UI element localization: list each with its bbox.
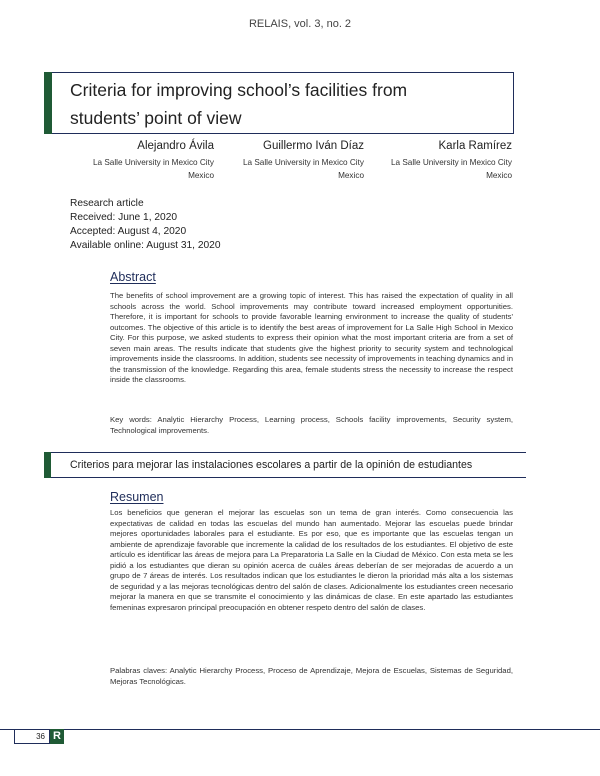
author-affiliation: La Salle University in Mexico City — [242, 158, 364, 167]
journal-header: RELAIS, vol. 3, no. 2 — [248, 18, 352, 30]
resumen-keywords: Palabras claves: Analytic Hierarchy Process, Proceso de Aprendizaje, Mejora de Escuelas, Sistemas de Seguridad, Mejoras Tecnológicas. — [110, 666, 513, 686]
abstract-heading: Abstract — [110, 270, 156, 284]
author-country: Mexico — [486, 171, 512, 180]
footer-rule — [0, 729, 600, 730]
resumen-heading: Resumen — [110, 490, 164, 504]
accepted-date: Accepted: August 4, 2020 — [70, 226, 187, 237]
spanish-title: Criterios para mejorar las instalaciones escolares a partir de la opinión de estudiantes — [70, 459, 473, 471]
author-name: Karla Ramírez — [438, 140, 512, 152]
received-date: Received: June 1, 2020 — [70, 212, 178, 223]
online-date: Available online: August 31, 2020 — [70, 240, 221, 251]
author-country: Mexico — [338, 171, 364, 180]
article-title-line-1: Criteria for improving school’s facilities from — [70, 80, 408, 100]
article-title-line-2: students’ point of view — [70, 108, 242, 128]
author-block-2 — [216, 140, 364, 182]
resumen-text: Los beneficios que generan el mejorar las escuelas son un tema de gran interés. Como consecuencia las expectativas de calidad en todas las escuelas del mundo han aumentado. Mejorar las escuelas puede brindar mejores oportunidades laborales para el estudiante. Es por eso, que es importante que las escuelas tengan un ambiente de aprendizaje favorable que incremente la calidad de los resultados de los estudiantes. El objetivo de este artículo es identificar las áreas de mejora para La Preparatoria La Salle en la Ciudad de México. Con esta meta se les pidió a los estudiantes que dieran su opinión acerca de cuáles áreas deberían de ser mejoradas de acuerdo a un grupo de 7 áreas de interés. Los resultados indican que los estudiantes le dieron la prioridad más alta a los sistemas de seguridad y a las mejoras tecnológicas dentro del salón de clases. Adicionalmente los estudiantes creen necesario mejorar la manera en que se transmite el conocimiento y las dinámicas de clase. En este apartado las estudiantes femeninas expresaron principal preocupación en obtener respeto dentro del salón de clases. — [110, 508, 513, 612]
author-country: Mexico — [188, 171, 214, 180]
author-affiliation: La Salle University in Mexico City — [390, 158, 512, 167]
article-title — [70, 76, 500, 132]
spanish-title-accent-bar — [44, 452, 51, 478]
title-accent-bar — [44, 72, 52, 134]
abstract-text: The benefits of school improvement are a growing topic of interest. This has raised the expectation of quality in all schools across the world. School improvements may contribute toward increased employment opportunities. Therefore, it is important for schools to provide favorable learning environment to increase the quality of students' outcomes. The objective of this article is to identify the best areas of improvement for La Salle High School in Mexico City. For this purpose, we asked students to express their opinion what the most important criteria are from a set of seven main areas. The results indicate that students give the highest priority to security system and technological improvements inside the classrooms. In addition, students see necessity of improvements in teaching dynamics and in the transmission of the knowledge. Regarding this area, female students stress the necessity to increase the respect inside the classrooms. — [110, 291, 513, 384]
author-block-3 — [366, 140, 512, 182]
author-affiliation: La Salle University in Mexico City — [92, 158, 214, 167]
page-number: 36 — [14, 729, 50, 744]
article-meta — [70, 197, 220, 253]
article-type: Research article — [70, 198, 144, 209]
author-block-1 — [60, 140, 214, 182]
author-name: Alejandro Ávila — [137, 140, 214, 152]
author-name: Guillermo Iván Díaz — [263, 140, 364, 152]
abstract-keywords: Key words: Analytic Hierarchy Process, Learning process, Schools facility improvements, Security system, Technological improvements. — [110, 415, 513, 435]
journal-logo-icon: R — [50, 729, 64, 744]
